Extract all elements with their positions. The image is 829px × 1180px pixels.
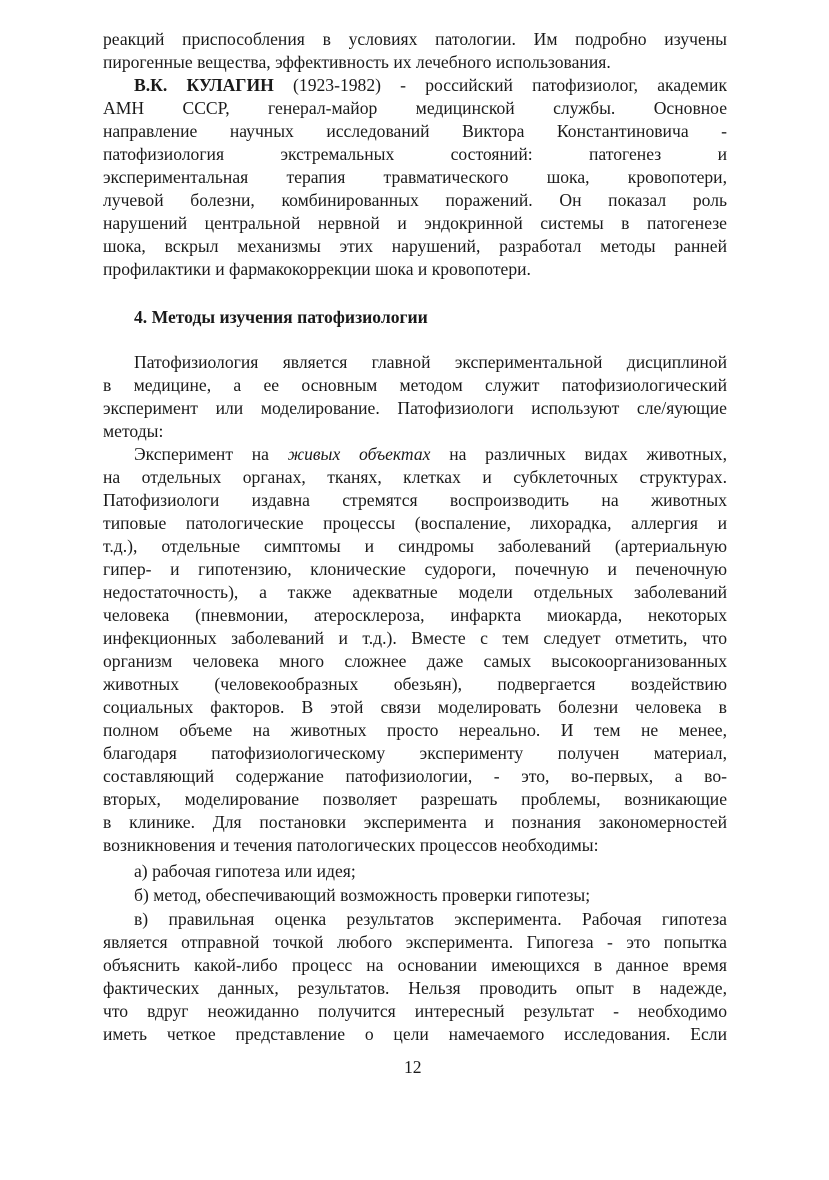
text-line: Патофизиологи издавна стремятся воспроизводить на животных <box>103 490 727 510</box>
text-span: (1923-1982) - российский патофизиолог, академик <box>273 75 727 95</box>
text-line: в медицине, а ее основным методом служит патофизиологический <box>103 375 727 395</box>
list-item: в) правильная оценка результатов эксперимента. Рабочая гипотеза <box>134 909 727 929</box>
page-number: 12 <box>404 1057 422 1077</box>
text-line: благодаря патофизиологическому эксперименту получен материал, <box>103 743 727 763</box>
text-line <box>134 443 727 466</box>
text-line <box>134 74 727 97</box>
text-line: составляющий содержание патофизиологии, - это, во-первых, а во- <box>103 766 727 786</box>
person-name: В.К. КУЛАГИН <box>134 75 274 95</box>
text-line: иметь четкое представление о цели намечаемого исследования. Если <box>103 1024 727 1044</box>
text-line: направление научных исследований Виктора Константиновича - <box>103 121 727 141</box>
text-line: профилактики и фармакокоррекции шока и кровопотери. <box>103 259 531 279</box>
text-line: т.д.), отдельные симптомы и синдромы заболеваний (артериальную <box>103 536 727 556</box>
text-line: типовые патологические процессы (воспаление, лихорадка, аллергия и <box>103 513 727 533</box>
text-line: пирогенные вещества, эффективность их лечебного использования. <box>103 52 611 72</box>
text-line: объяснить какой-либо процесс на основании имеющихся в данное время <box>103 955 727 975</box>
text-line: реакций приспособления в условиях патологии. Им подробно изучены <box>103 29 727 49</box>
text-line: полном объеме на животных просто нереально. И тем не менее, <box>103 720 727 740</box>
text-line: лучевой болезни, комбинированных поражений. Он показал роль <box>103 190 727 210</box>
list-item: а) рабочая гипотеза или идея; <box>134 861 356 881</box>
text-line: недостаточность), а также адекватные модели отдельных заболеваний <box>103 582 727 602</box>
text-line: является отправной точкой любого эксперимента. Гипогеза - это попытка <box>103 932 727 952</box>
text-line: организм человека много сложнее даже самых высокоорганизованных <box>103 651 727 671</box>
text-line: методы: <box>103 421 164 441</box>
text-line: Патофизиология является главной экспериментальной дисциплиной <box>134 352 727 372</box>
text-line: фактических данных, результатов. Нельзя проводить опыт в надежде, <box>103 978 727 998</box>
text-line: на отдельных органах, тканях, клетках и субклеточных структурах. <box>103 467 727 487</box>
text-line: патофизиология экстремальных состояний: патогенез и <box>103 144 727 164</box>
text-line: гипер- и гипотензию, клонические судороги, почечную и печеночную <box>103 559 727 579</box>
text-line: социальных факторов. В этой связи моделировать болезни человека в <box>103 697 727 717</box>
text-span: на различных видах животных, <box>430 444 727 464</box>
text-line: человека (пневмонии, атеросклероза, инфаркта миокарда, некоторых <box>103 605 727 625</box>
text-span: Эксперимент на <box>134 444 288 464</box>
list-item: б) метод, обеспечивающий возможность проверки гипотезы; <box>134 885 591 905</box>
text-line: возникновения и течения патологических процессов необходимы: <box>103 835 599 855</box>
text-line: нарушений центральной нервной и эндокринной системы в патогенезе <box>103 213 727 233</box>
section-heading: 4. Методы изучения патофизиологии <box>134 307 428 327</box>
text-line: экспериментальная терапия травматического шока, кровопотери, <box>103 167 727 187</box>
text-line: эксперимент или моделирование. Патофизиологи используют сле/яующие <box>103 398 727 418</box>
text-line: что вдруг неожиданно получится интересный результат - необходимо <box>103 1001 727 1021</box>
italic-term: живых объектах <box>287 444 431 464</box>
text-line: АМН СССР, генерал-майор медицинской службы. Основное <box>103 98 727 118</box>
text-line: в клинике. Для постановки эксперимента и познания закономерностей <box>103 812 727 832</box>
text-line: шока, вскрыл механизмы этих нарушений, разработал методы ранней <box>103 236 727 256</box>
text-line: инфекционных заболеваний и т.д.). Вместе с тем следует отметить, что <box>103 628 727 648</box>
text-line: вторых, моделирование позволяет разрешать проблемы, возникающие <box>103 789 727 809</box>
text-line: животных (человекообразных обезьян), подвергается воздействию <box>103 674 727 694</box>
